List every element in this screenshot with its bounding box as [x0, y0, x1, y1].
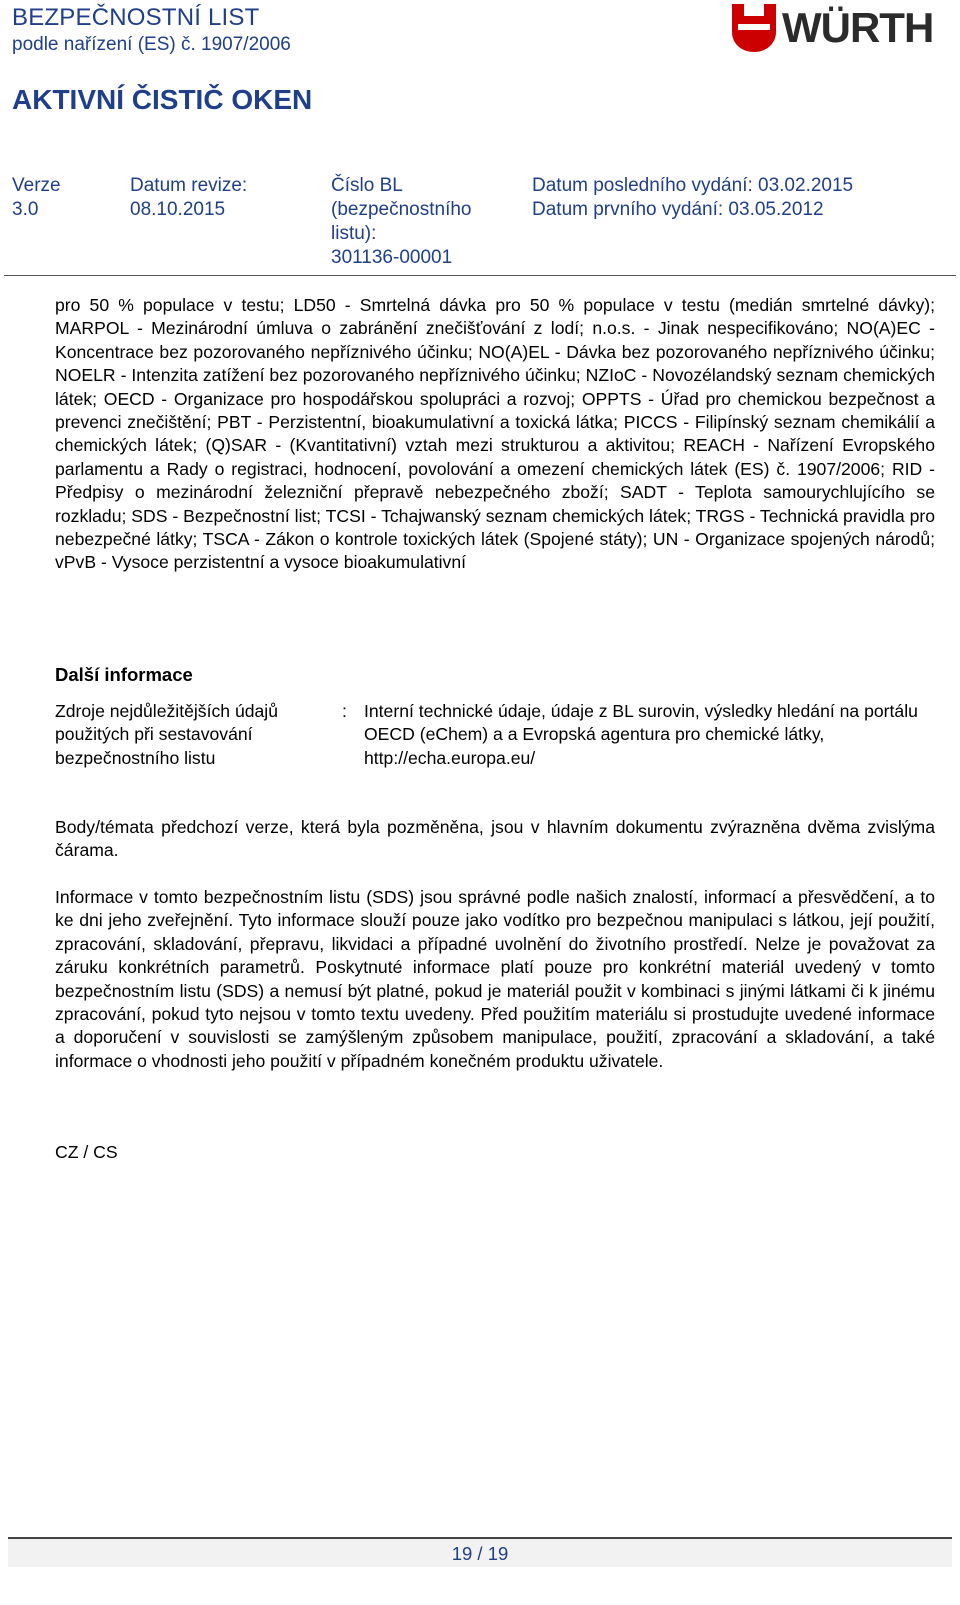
first-issue-date: Datum prvního vydání: 03.05.2012	[532, 199, 824, 220]
sources-label: Zdroje nejdůležitějších údajů použitých při sestavování bezpečnostního listu	[55, 701, 278, 768]
last-issue-date: Datum posledního vydání: 03.02.2015	[532, 175, 854, 196]
revision-date-label: Datum revize:	[130, 175, 248, 196]
abbreviations-paragraph: pro 50 % populace v testu; LD50 - Smrtelná dávka pro 50 % populace v testu (medián smrtelné dávky); MARPOL - Mezinárodní úmluva o zabránění znečišťování z lodí; n.o.s. - Jinak nespecifikováno; NO(A)EC - Koncentrace bez pozorovaného nepříznivého účinku; NO(A)EL - Dávka bez pozorovaného nepříznivého účinku; NOELR - Intenzita zatížení bez pozorovaného nepříznivého účinku; NZIoC - Novozélandský seznam chemických látek; OECD - Organizace pro hospodářskou spolupráci a rozvoj; OPPTS - Úřad pro chemickou bezpečnost a prevenci znečištění; PBT - Perzistentní, bioakumulativní a toxická látka; PICCS - Filipínský seznam chemikálií a chemických látek; (Q)SAR - (Kvantitativní) vztah mezi strukturou a aktivitou; REACH - Nařízení Evropského parlamentu a Rady o registraci, hodnocení, povolování a omezení chemických látek (ES) č. 1907/2006; RID - Předpisy o mezinárodní železniční přepravě nebezpečného zboží; SADT - Teplota samourychlujícího se rozkladu; SDS - Bezpečnostní list; TCSI - Tchajwanský seznam chemických látek; TRGS - Technická pravidla pro nebezpečné látky; TSCA - Zákon o kontrole toxických látek (Spojené státy); UN - Organizace spojených národů; vPvB - Vysoce perzistentní a vysoce bioakumulativní	[55, 295, 935, 573]
header-divider	[4, 275, 956, 276]
sds-number-label-line3: listu):	[331, 223, 377, 244]
issue-dates-block	[532, 174, 853, 222]
version-value: 3.0	[12, 199, 39, 220]
document-subtitle: podle nařízení (ES) č. 1907/2006	[12, 34, 291, 55]
version-label: Verze	[12, 175, 61, 196]
product-name: AKTIVNÍ ČISTIČ OKEN	[12, 84, 313, 115]
wurth-logo-icon	[730, 2, 778, 54]
disclaimer-paragraph: Informace v tomto bezpečnostním listu (SDS) jsou správné podle našich znalostí, informací a přesvědčení, a to ke dni jeho zveřejnění. Tyto informace slouží pouze jako vodítko pro bezpečnou manipulaci s látkou, její použití, zpracování, skladování, přepravu, likvidaci a případné uvolnění do životního prostředí. Nelze je považovat za záruku konkrétních parametrů. Poskytnuté informace platí pouze pro konkrétní materiál uvedený v tomto bezpečnostním listu (SDS) a nemusí být platné, pokud je materiál použit v kombinaci s jinými látkami či k jinému zpracování, pokud tyto nejsou v tomto textu uvedeny. Před použitím materiálu si prostudujte uvedené informace a doporučení v souvislosti se zamýšleným způsobem manipulace, použití, zpracování a skladování, a také informace o vhodnosti jeho použití v případném konečném produktu uživatele.	[55, 887, 935, 1071]
sds-number-value: 301136-00001	[331, 247, 453, 268]
changes-note: Body/témata předchozí verze, která byla pozměněna, jsou v hlavním dokumentu zvýrazněna dvěma zvislýma čárama.	[55, 817, 935, 861]
sds-number-block	[331, 174, 472, 270]
revision-date-block	[130, 174, 247, 222]
sds-number-label-line2: (bezpečnostního	[331, 199, 472, 220]
wurth-logo	[730, 2, 955, 54]
revision-date-value: 08.10.2015	[130, 199, 226, 220]
sds-number-label-line1: Číslo BL	[331, 175, 403, 196]
sources-colon: :	[342, 701, 347, 721]
document-title: BEZPEČNOSTNÍ LIST	[12, 4, 260, 31]
page-number: 19 / 19	[451, 1543, 509, 1564]
logo-wordmark: WÜRTH	[782, 4, 934, 51]
sources-value: Interní technické údaje, údaje z BL surovin, výsledky hledání na portálu OECD (eChem) a a Evropská agentura pro chemické látky, http://echa.europa.eu/	[364, 701, 918, 768]
language-code: CZ / CS	[55, 1142, 118, 1162]
further-info-heading: Další informace	[55, 664, 193, 685]
version-block	[12, 174, 61, 222]
